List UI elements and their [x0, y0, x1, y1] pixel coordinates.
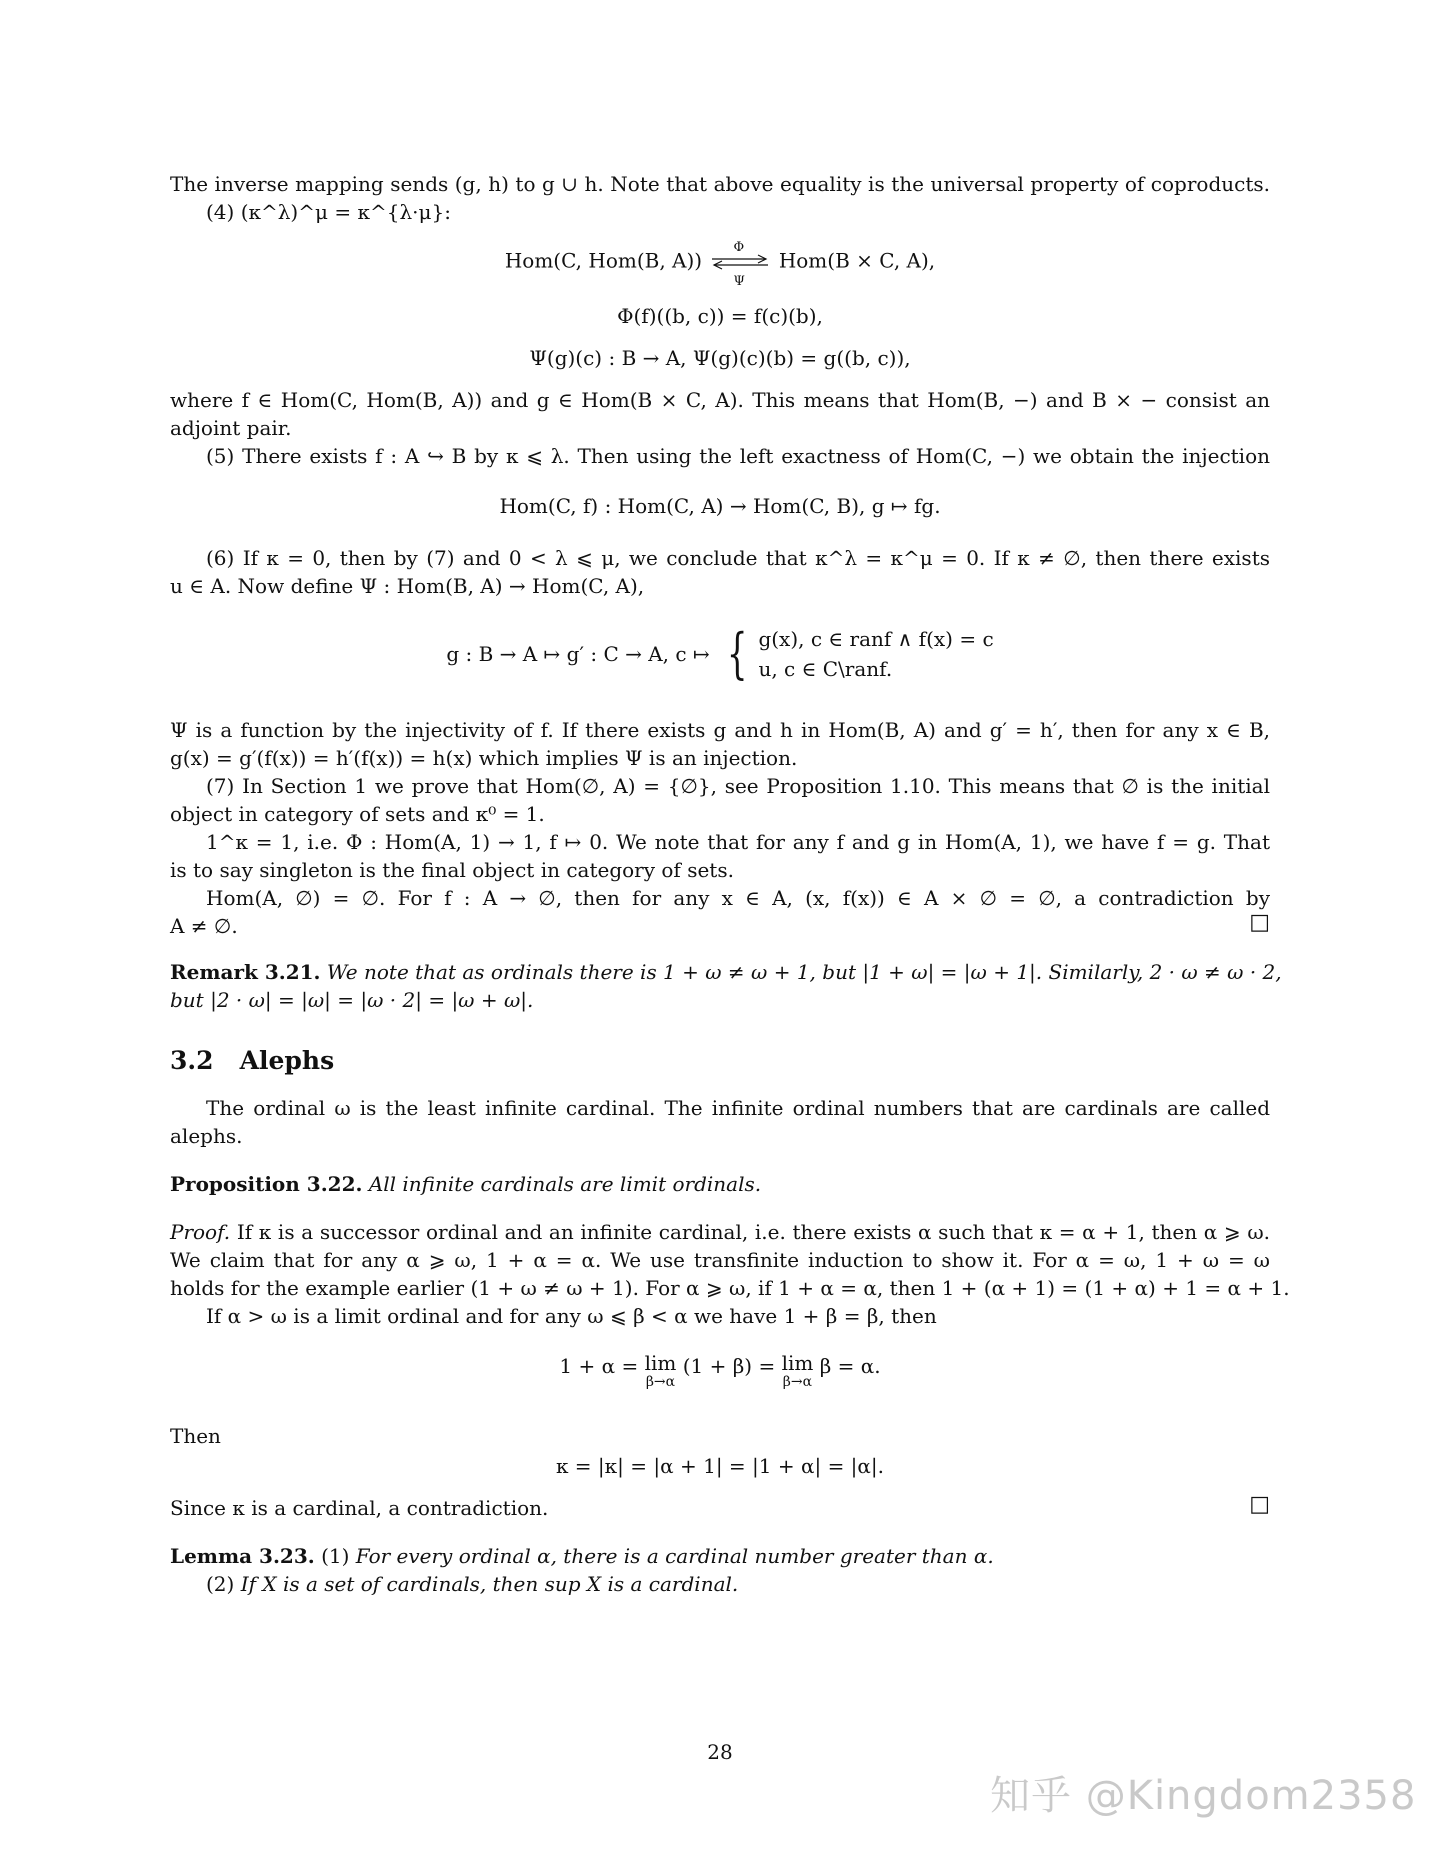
psi-label: Ψ [733, 274, 745, 289]
cases-left: g : B → A ↦ g′ : C → A, c ↦ [446, 642, 710, 666]
proposition-3-22 [170, 1170, 761, 1198]
proposition-text: All infinite cardinals are limit ordinals. [368, 1172, 762, 1196]
equation-psi: Ψ(g)(c) : B → A, Ψ(g)(c)(b) = g((b, c)), [529, 346, 911, 370]
lemma-item-text: If X is a set of cardinals, then sup X is a cardinal. [240, 1572, 739, 1596]
lemma-item-number: (2) [206, 1572, 235, 1596]
section-heading [170, 1046, 334, 1075]
limit-operator-2: lim β→α [781, 1351, 814, 1390]
cases-block [758, 624, 993, 684]
qed-symbol: □ [1249, 910, 1270, 935]
watermark: 知乎 @Kingdom2358 [990, 1773, 1417, 1819]
paragraph-line: Hom(A, ∅) = ∅. For f : A → ∅, then for any x ∈ A, (x, f(x)) ∈ A × ∅ = ∅, a contradiction by [206, 886, 1270, 910]
paragraph-line: Then [170, 1424, 221, 1448]
lemma-label: Lemma 3.23. [170, 1544, 315, 1568]
equation-phi: Φ(f)((b, c)) = f(c)(b), [617, 304, 823, 328]
paragraph-line: A ≠ ∅. [170, 914, 238, 938]
proposition-label: Proposition 3.22. [170, 1172, 363, 1196]
equation-left: Hom(C, Hom(B, A)) [504, 248, 703, 273]
paragraph-line: Ψ is a function by the injectivity of f. If there exists g and h in Hom(B, A) and g′ = h′, then for any x ∈ B, [170, 718, 1270, 742]
page-number: 28 [707, 1740, 733, 1764]
equation-adjunction [170, 240, 1270, 289]
limit-part-a: 1 + α = [559, 1354, 639, 1378]
case-1: g(x), c ∈ ranf ∧ f(x) = c [758, 627, 994, 651]
lemma-3-23 [170, 1542, 994, 1570]
item-5-line: (5) There exists f : A ↪ B by κ ⩽ λ. Then using the left exactness of Hom(C, −) we obtain the injection [206, 444, 1270, 468]
remark-3-21 [170, 958, 1282, 986]
paragraph-line: alephs. [170, 1124, 243, 1148]
paragraph-line: The ordinal ω is the least infinite cardinal. The infinite ordinal numbers that are cardinals are called [206, 1096, 1270, 1120]
paragraph-line: is to say singleton is the final object in category of sets. [170, 858, 734, 882]
lemma-item-2 [170, 1570, 738, 1598]
limit-operator-1: lim β→α [644, 1351, 677, 1390]
paragraph-line: adjoint pair. [170, 416, 292, 440]
item-6-line: (6) If κ = 0, then by (7) and 0 < λ ⩽ μ, we conclude that κ^λ = κ^μ = 0. If κ ≠ ∅, then there exists [206, 546, 1270, 570]
paragraph-line: g(x) = g′(f(x)) = h′(f(x)) = h(x) which implies Ψ is an injection. [170, 746, 798, 770]
paragraph-line: Since κ is a cardinal, a contradiction. [170, 1496, 549, 1520]
phi-label: Φ [733, 240, 745, 255]
cases-brace: { g(x), c ∈ ranf ∧ f(x) = c u, c ∈ C\ranf. [726, 622, 994, 685]
proof-line: If α > ω is a limit ordinal and for any ω ⩽ β < α we have 1 + β = β, then [206, 1304, 937, 1328]
item-4-heading: (4) (κ^λ)^μ = κ^{λ·μ}: [206, 200, 451, 224]
item-7-line: (7) In Section 1 we prove that Hom(∅, A) = {∅}, see Proposition 1.10. This means that ∅ is the initial [206, 774, 1270, 798]
paragraph-line: u ∈ A. Now define Ψ : Hom(B, A) → Hom(C, A), [170, 574, 645, 598]
equation-hom-injection: Hom(C, f) : Hom(C, A) → Hom(C, B), g ↦ fg. [499, 494, 941, 518]
section-title: Alephs [239, 1046, 335, 1075]
proof-line: holds for the example earlier (1 + ω ≠ ω + 1). For α ⩾ ω, if 1 + α = α, then 1 + (α + 1) = (1 + α) + 1 = α + 1. [170, 1276, 1290, 1300]
adjoint-arrows [708, 240, 772, 289]
case-2: u, c ∈ C\ranf. [758, 657, 893, 681]
proof-line [170, 1218, 1270, 1246]
paragraph-line: The inverse mapping sends (g, h) to g ∪ h. Note that above equality is the universal property of coproducts. [170, 172, 1270, 196]
proof-text: If κ is a successor ordinal and an infinite cardinal, i.e. there exists α such that κ = α + 1, then α ⩾ ω. [236, 1220, 1270, 1244]
proof-line: We claim that for any α ⩾ ω, 1 + α = α. We use transfinite induction to show it. For α = ω, 1 + ω = ω [170, 1248, 1270, 1272]
limit-part-b: (1 + β) = [682, 1354, 776, 1378]
paragraph-line: 1^κ = 1, i.e. Φ : Hom(A, 1) → 1, f ↦ 0. We note that for any f and g in Hom(A, 1), we have f = g. That [206, 830, 1270, 854]
proof-label: Proof. [170, 1220, 231, 1244]
section-number: 3.2 [170, 1046, 214, 1075]
remark-label: Remark 3.21. [170, 960, 321, 984]
remark-text: We note that as ordinals there is 1 + ω ≠ ω + 1, but |1 + ω| = |ω + 1|. Similarly, 2 · ω ≠ ω · 2, [326, 960, 1282, 984]
paragraph-line: where f ∈ Hom(C, Hom(B, A)) and g ∈ Hom(B × C, A). This means that Hom(B, −) and B × − consist an [170, 388, 1270, 412]
paragraph-line: object in category of sets and κ⁰ = 1. [170, 802, 545, 826]
limit-part-c: β = α. [819, 1354, 881, 1378]
lemma-item-text: For every ordinal α, there is a cardinal number greater than α. [355, 1544, 994, 1568]
remark-text-line-2: but |2 · ω| = |ω| = |ω · 2| = |ω + ω|. [170, 988, 534, 1012]
equation-right: Hom(B × C, A), [778, 248, 936, 273]
equation-limit [170, 1352, 1270, 1390]
equation-cardinality: κ = |κ| = |α + 1| = |1 + α| = |α|. [555, 1454, 885, 1478]
equation-cases [170, 624, 1270, 684]
qed-symbol: □ [1249, 1492, 1270, 1517]
lemma-item-number: (1) [321, 1544, 350, 1568]
